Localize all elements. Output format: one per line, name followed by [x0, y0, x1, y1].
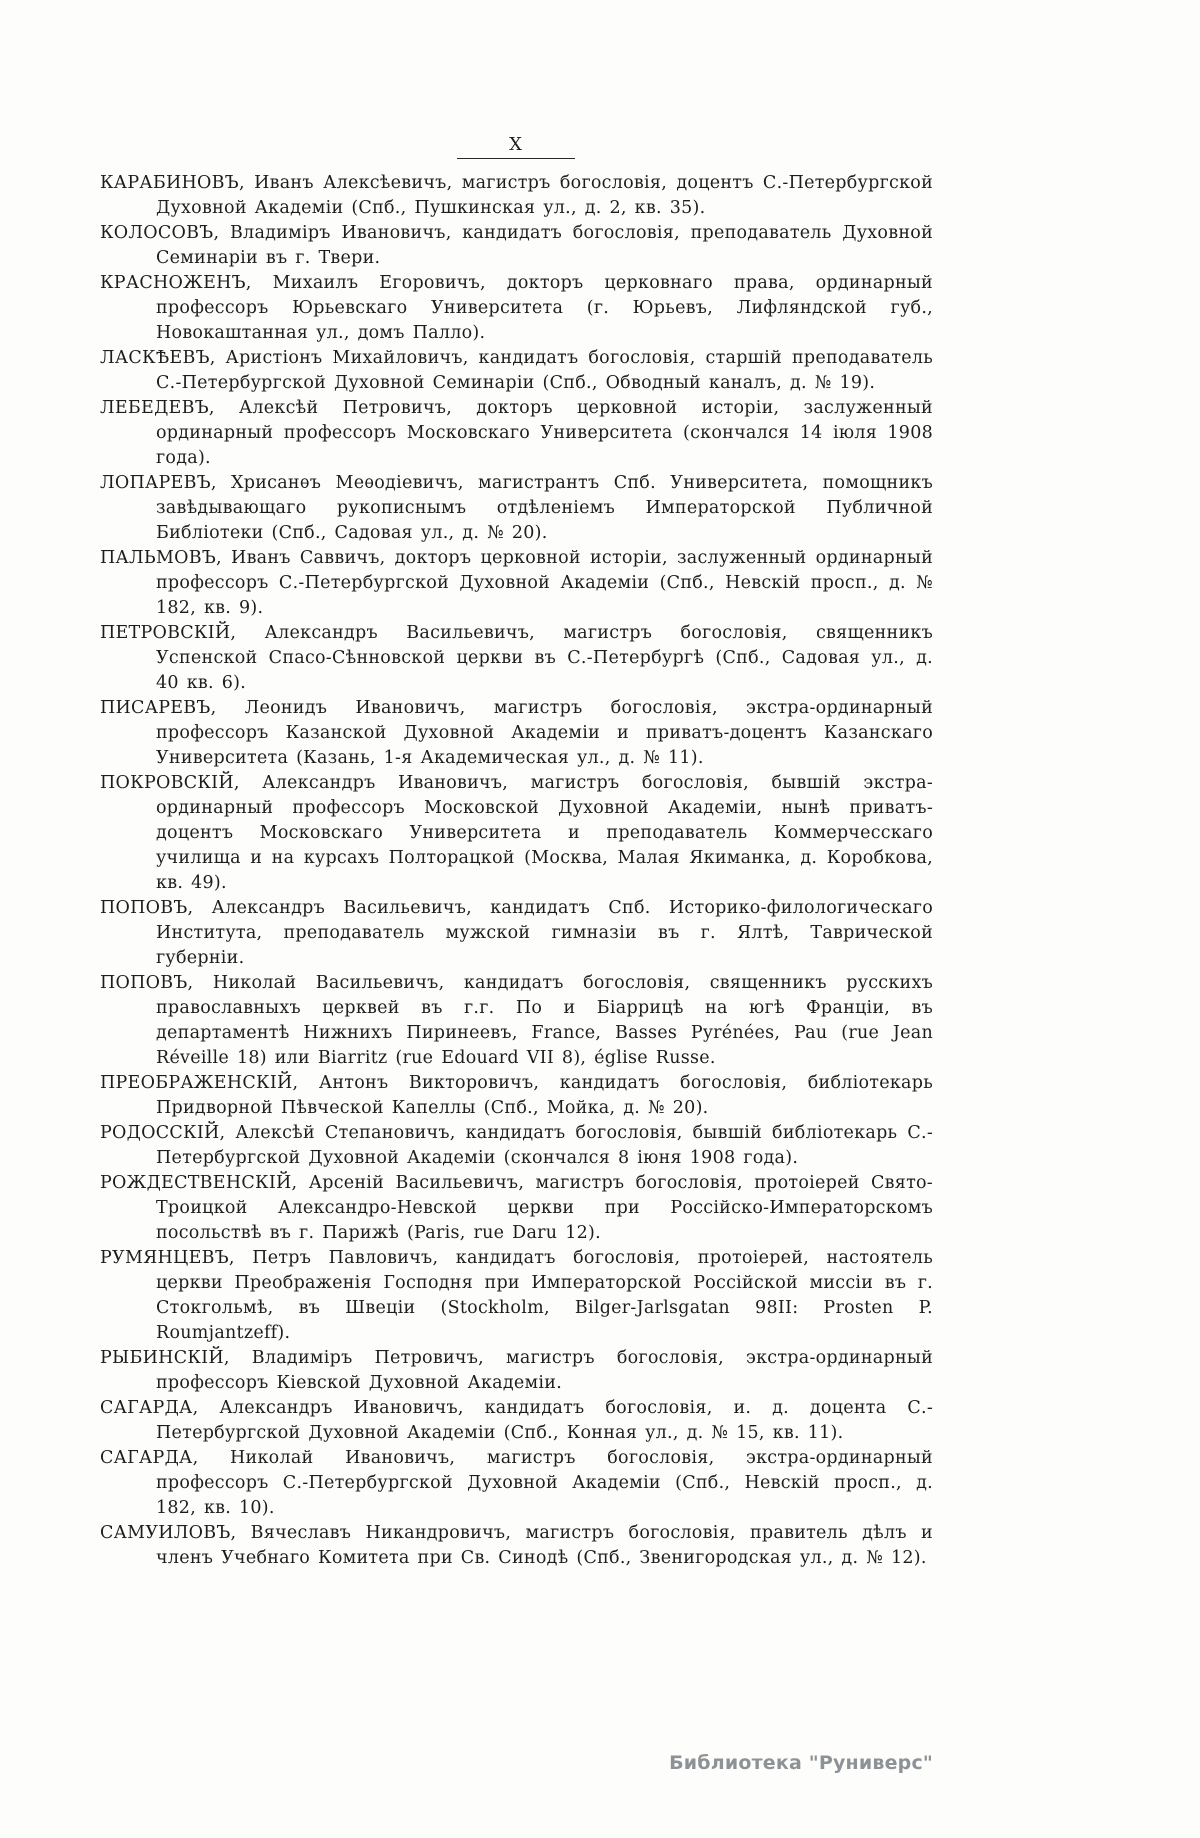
directory-entry: ПОПОВЪ, Николай Васильевичъ, кандидатъ богословія, священникъ русскихъ православныхъ церквей въ г.г. По и Біаррицѣ на югѣ Франціи, въ департаментѣ Нижнихъ Пиринеевъ, France, Basses Pyrénées, Pau (rue Jean Réveille 18) или Biarritz (rue Edouard VII 8), église Russe. — [100, 973, 933, 1068]
page-number: X — [509, 134, 523, 155]
directory-entry: КОЛОСОВЪ, Владиміръ Ивановичъ, кандидатъ богословія, преподаватель Духовной Семинаріи въ г. Твери. — [100, 223, 933, 268]
directory-entry: КРАСНОЖЕНЪ, Михаилъ Егоровичъ, докторъ церковнаго права, ординарный профессоръ Юрьевскаго Университета (г. Юрьевъ, Лифляндской губ., Новокаштанная ул., домъ Палло). — [100, 273, 933, 343]
header-rule — [457, 158, 575, 159]
directory-entry: САГАРДА, Александръ Ивановичъ, кандидатъ богословія, и. д. доцента С.-Петербургской Духовной Академіи (Спб., Конная ул., д. № 15, кв. 11). — [100, 1398, 933, 1443]
directory-entry: ПРЕОБРАЖЕНСКІЙ, Антонъ Викторовичъ, кандидатъ богословія, библіотекарь Придворной Пѣвческой Капеллы (Спб., Мойка, д. № 20). — [100, 1073, 933, 1118]
page-header — [100, 134, 932, 159]
directory-entry: ЛЕБЕДЕВЪ, Алексѣй Петровичъ, докторъ церковной исторіи, заслуженный ординарный профессоръ Московскаго Университета (скончался 14 іюля 1908 года). — [100, 398, 933, 468]
directory-entry: САГАРДА, Николай Ивановичъ, магистръ богословія, экстра-ординарный профессоръ С.-Петербургской Духовной Академіи (Спб., Невскій просп., д. 182, кв. 10). — [100, 1448, 933, 1518]
directory-entry: ЛОПАРЕВЪ, Хрисанѳъ Меѳодіевичъ, магистрантъ Спб. Университета, помощникъ завѣдывающаго рукописнымъ отдѣленіемъ Императорской Публичной Библіотеки (Спб., Садовая ул., д. № 20). — [100, 473, 933, 543]
directory-entry: ПОПОВЪ, Александръ Васильевичъ, кандидатъ Спб. Историко-филологическаго Института, преподаватель мужской гимназіи въ г. Ялтѣ, Таврической губерніи. — [100, 898, 933, 968]
directory-entry: КАРАБИНОВЪ, Иванъ Алексѣевичъ, магистръ богословія, доцентъ С.-Петербургской Духовной Академіи (Спб., Пушкинская ул., д. 2, кв. 35). — [100, 173, 933, 218]
directory-entry: РОЖДЕСТВЕНСКІЙ, Арсеній Васильевичъ, магистръ богословія, протоіерей Свято-Троицкой Александро-Невской церкви при Россійско-Императорскомъ посольствѣ въ г. Парижѣ (Paris, rue Daru 12). — [100, 1173, 933, 1243]
directory-list — [100, 171, 933, 1571]
directory-entry: ПИСАРЕВЪ, Леонидъ Ивановичъ, магистръ богословія, экстра-ординарный профессоръ Казанской Духовной Академіи и приватъ-доцентъ Казанскаго Университета (Казань, 1-я Академическая ул., д. № 11). — [100, 698, 933, 768]
directory-entry: ПАЛЬМОВЪ, Иванъ Саввичъ, докторъ церковной исторіи, заслуженный ординарный профессоръ С.-Петербургской Духовной Академіи (Спб., Невскій просп., д. № 182, кв. 9). — [100, 548, 933, 618]
directory-entry: ПОКРОВСКІЙ, Александръ Ивановичъ, магистръ богословія, бывшій экстра-ординарный профессоръ Московской Духовной Академіи, нынѣ приватъ-доцентъ Московскаго Университета и преподаватель Коммерчесскаго училища и на курсахъ Полторацкой (Москва, Малая Якиманка, д. Коробкова, кв. 49). — [100, 773, 933, 893]
directory-entry: ПЕТРОВСКІЙ, Александръ Васильевичъ, магистръ богословія, священникъ Успенской Спасо-Сѣнновской церкви въ С.-Петербургѣ (Спб., Садовая ул., д. 40 кв. 6). — [100, 623, 933, 693]
directory-entry: РУМЯНЦЕВЪ, Петръ Павловичъ, кандидатъ богословія, протоіерей, настоятель церкви Преображенія Господня при Императорской Россійской миссіи въ г. Стокгольмѣ, въ Швеціи (Stockholm, Bilger-Jarlsgatan 98II: Prosten P. Roumjantzeff). — [100, 1248, 933, 1343]
watermark: Библиотека "Руниверс" — [669, 1752, 933, 1774]
directory-entry: САМУИЛОВЪ, Вячеславъ Никандровичъ, магистръ богословія, правитель дѣлъ и членъ Учебнаго Комитета при Св. Синодѣ (Спб., Звенигородская ул., д. № 12). — [100, 1523, 933, 1568]
directory-entry: РЫБИНСКІЙ, Владиміръ Петровичъ, магистръ богословія, экстра-ординарный профессоръ Кіевской Духовной Академіи. — [100, 1348, 933, 1393]
directory-entry: ЛАСКѢЕВЪ, Аристіонъ Михайловичъ, кандидатъ богословія, старшій преподаватель С.-Петербургской Духовной Семинаріи (Спб., Обводный каналъ, д. № 19). — [100, 348, 933, 393]
directory-entry: РОДОССКІЙ, Алексѣй Степановичъ, кандидатъ богословія, бывшій библіотекарь С.-Петербургской Духовной Академіи (скончался 8 іюня 1908 года). — [100, 1123, 933, 1168]
